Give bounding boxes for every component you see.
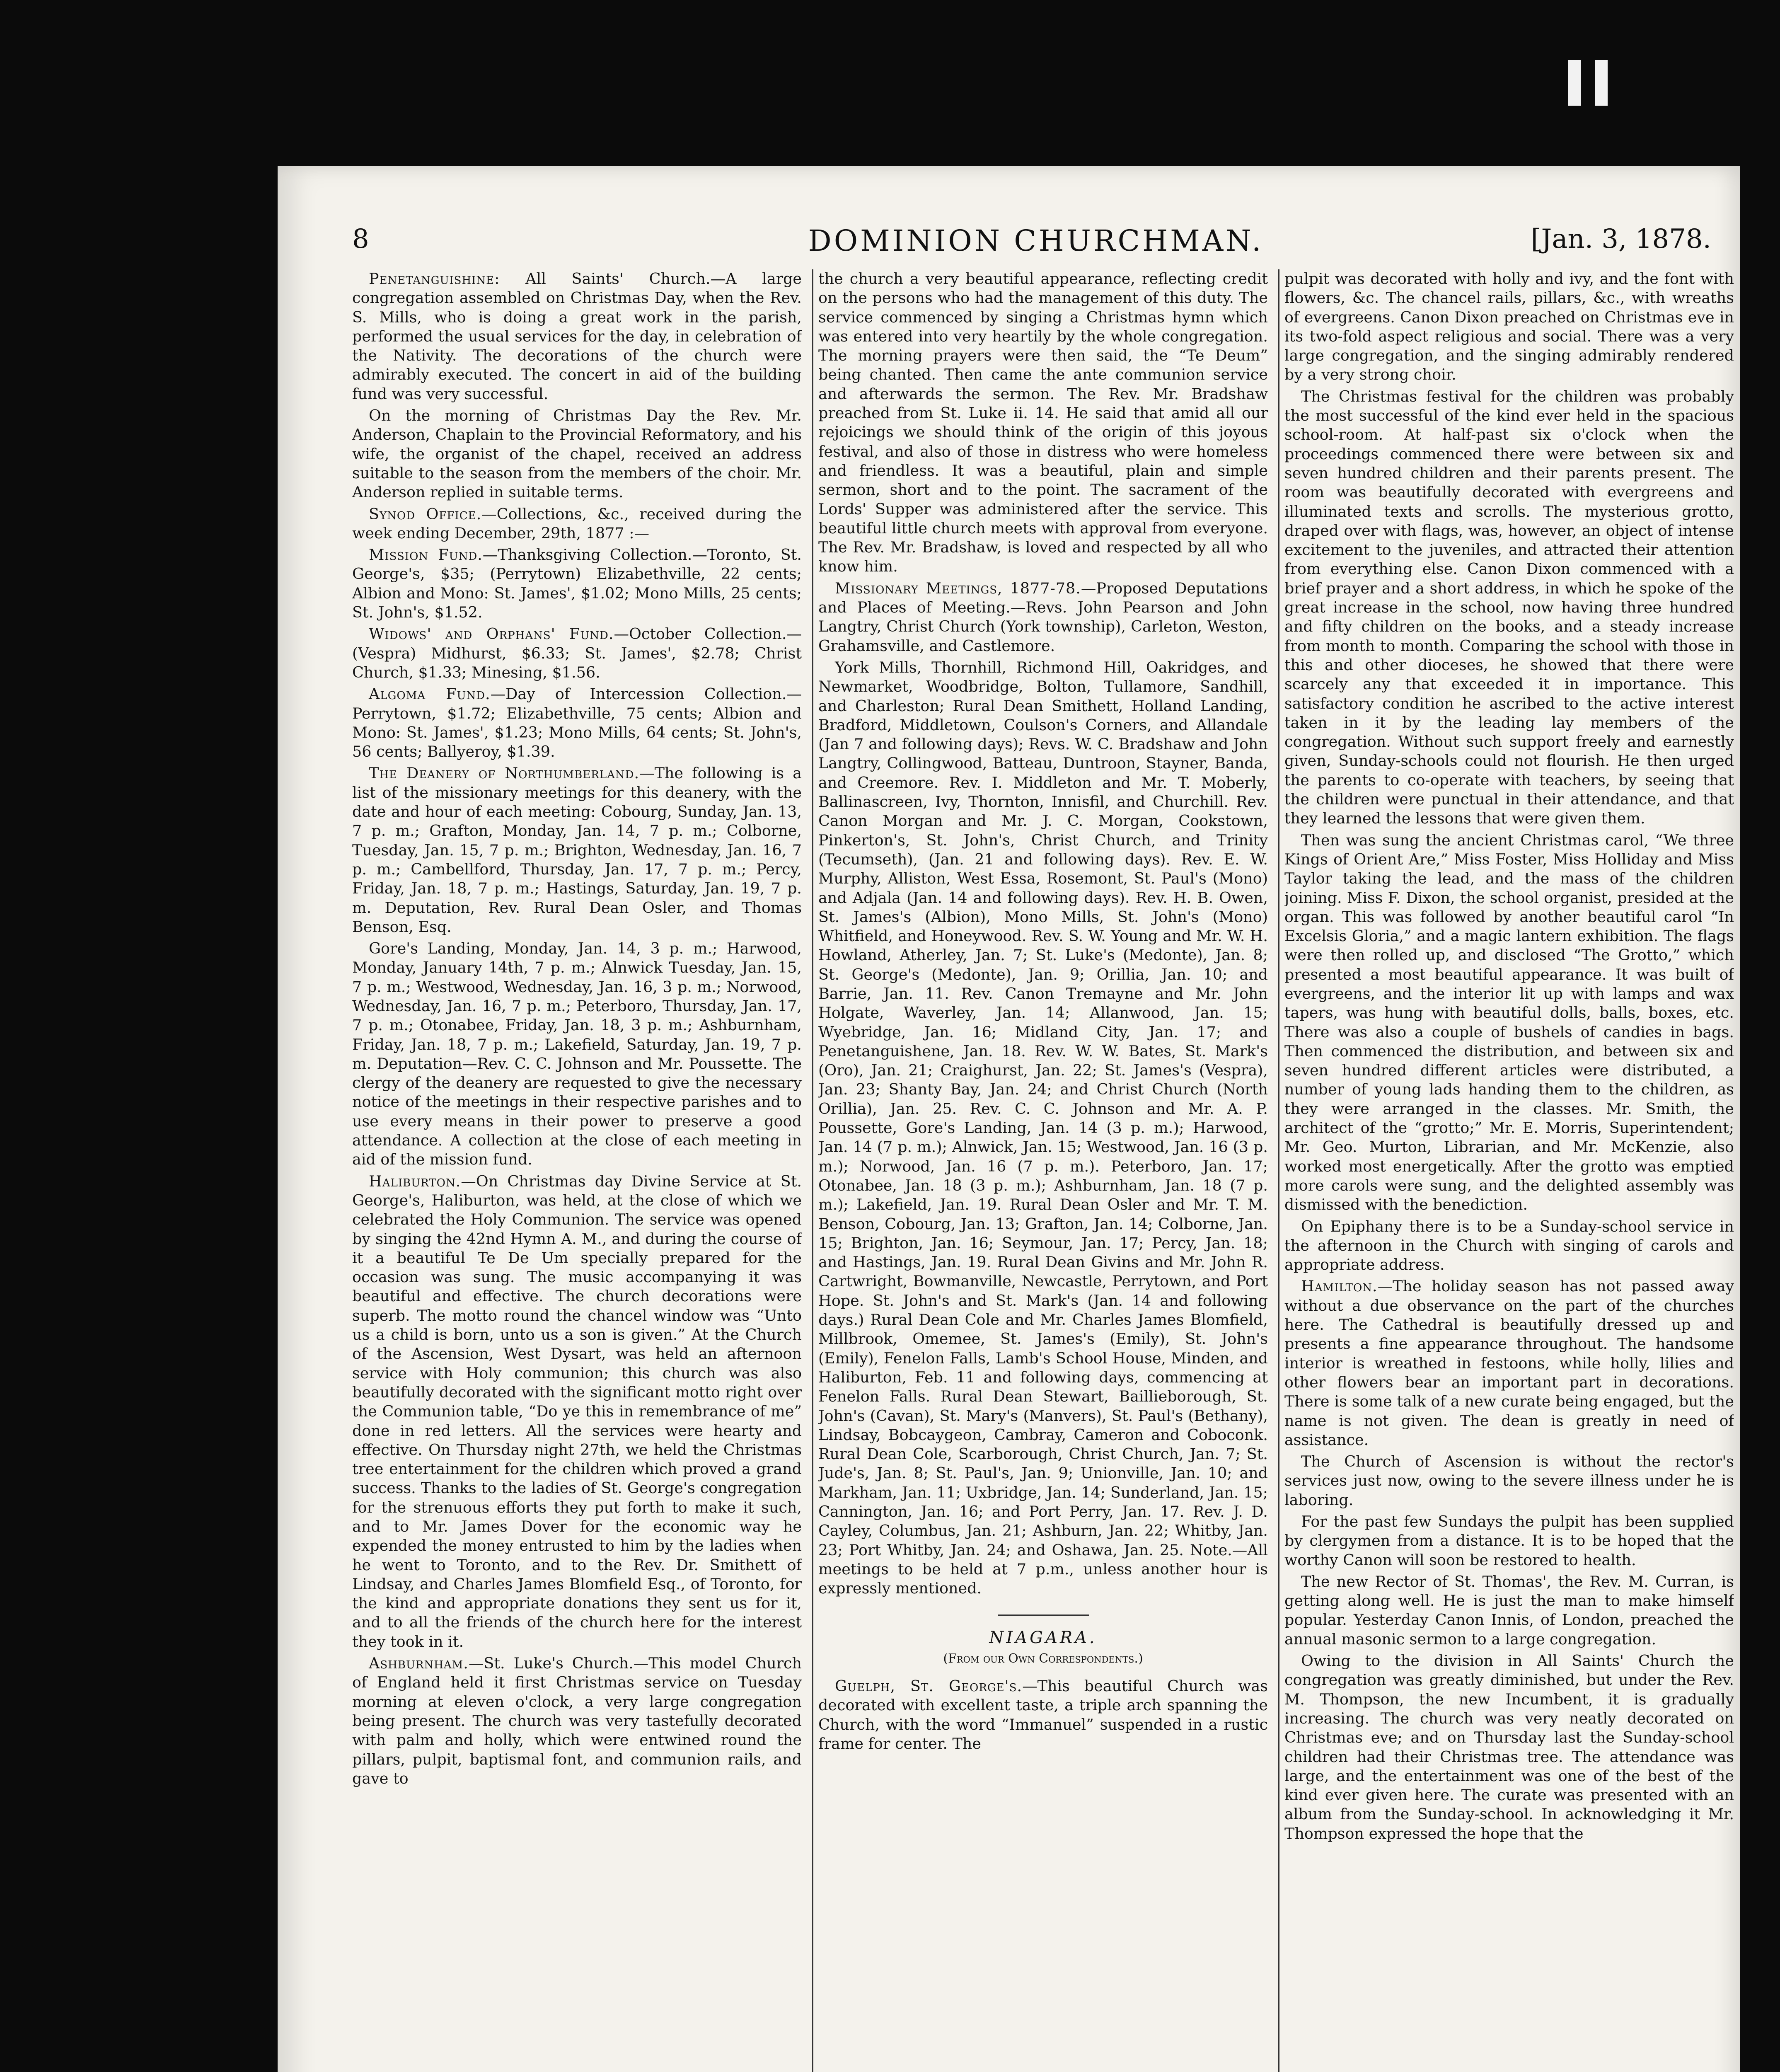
article-heading: Mission Fund. [369, 546, 483, 564]
article-paragraph [1284, 1651, 1734, 1843]
column-1 [352, 269, 802, 2072]
niagara-section-title: NIAGARA. [989, 1628, 1097, 1648]
article-text: —Day of Intercession Collection.—Perrytown, $1.72; Elizabethville, 75 cents; Albion and Mono: St. James', $1.23; Mono Mills, 64 cents; St. John's, 56 cents; Ballyeroy, $1.39. [352, 685, 802, 761]
article-text: On Epiphany there is to be a Sunday-school service in the afternoon in the Church with singing of carols and appropriate address. [1284, 1217, 1734, 1274]
niagara-section-subtitle: (From our Own Correspondents.) [943, 1651, 1143, 1666]
article-text: For the past few Sundays the pulpit has been supplied by clergymen from a distance. It is to be hoped that the worthy Canon will soon be restored to health. [1284, 1513, 1734, 1569]
article-paragraph [352, 939, 802, 1169]
article-paragraph [352, 625, 802, 682]
article-paragraph [352, 685, 802, 761]
article-text: The Christmas festival for the children was probably the most successful of the kind ever held in the spacious school-room. At half-past six o'clock when the proceedings commenced there were between six and seven hundred children and their parents present. The room was beautifully decorated with evergreens and illuminated texts and scrolls. The mysterious grotto, draped over with flags, was, however, an object of intense excitement to the juveniles, and attracted their attention from everything else. Canon Dixon commenced with a brief prayer and a short address, in which he spoke of the great increase in the school, now having three hundred and fifty children on the books, and a steady increase from month to month. Comparing the school with those in this and other dioceses, he showed that there were scarcely any that exceeded it in importance. This satisfactory condition he ascribed to the active interest taken in it by the leading lay members of the congregation. Without such support freely and earnestly given, Sunday-schools could not flourish. He then urged the parents to co-operate with teachers, by seeing that the children were punctual in their attendance, and that they learned the lessons that were given them. [1284, 387, 1734, 828]
article-text: All Saints' Church.—A large congregation assembled on Christmas Day, when the Rev. S. Mills, who is doing a great work in the parish, performed the usual services for the day, in celebration of the Nativity. The decorations of the church were admirably executed. The concert in aid of the building fund was very successful. [352, 270, 802, 403]
article-text: Gore's Landing, Monday, Jan. 14, 3 p. m.; Harwood, Monday, January 14th, 7 p. m.; Alnwick Tuesday, Jan. 15, 7 p. m.; Westwood, Wednesday, Jan. 16, 3 p. m.; Norwood, Wednesday, Jan. 16, 7 p. m.; Peterboro, Thursday, Jan. 17, 7 p. m.; Otonabee, Friday, Jan. 18, 3 p. m.; Ashburnham, Friday, Jan. 18, 7 p. m.; Lakefield, Saturday, Jan. 19, 7 p. m. Deputation—Rev. C. C. Johnson and Mr. Poussette. The clergy of the deanery are requested to give the necessary notice of the meetings in their respective parishes and to use every means in their power to preserve a good attendance. A collection at the close of each meeting in aid of the mission fund. [352, 939, 802, 1169]
article-text: pulpit was decorated with holly and ivy, and the font with flowers, &c. The chancel rails, pillars, &c., with wreaths of evergreens. Canon Dixon preached on Christmas eve in its two-fold aspect religious and social. There was a very large congregation, and the singing admirably rendered by a very strong choir. [1284, 270, 1734, 384]
page-header [352, 215, 1720, 261]
column-3 [1284, 269, 1734, 2072]
article-text: —The following is a list of the missionary meetings for this deanery, with the date and hour of each meeting: Cobourg, Sunday, Jan. 13, 7 p. m.; Grafton, Monday, Jan. 14, 7 p. m.; Colborne, Tuesday, Jan. 15, 7 p. m.; Brighton, Wednesday, Jan. 16, 7 p. m.; Cambellford, Thursday, Jan. 17, 7 p. m.; Percy, Friday, Jan. 18, 7 p. m.; Hastings, Saturday, Jan. 19, 7 p. m. Deputation, Rev. Rural Dean Osler, and Thomas Benson, Esq. [352, 764, 802, 936]
article-text: —On Christmas day Divine Service at St. George's, Haliburton, was held, at the close of which we celebrated the Holy Communion. The service was opened by singing the 42nd Hymn A. M., and during the course of it a beautiful Te De Um specially prepared for the occasion was sung. The music accompanying it was beautiful and effective. The church decorations were superb. The motto round the chancel window was “Unto us a child is born, unto us a son is given.” At the Church of the Ascension, West Dysart, was held an afternoon service with Holy communion; this church was also beautifully decorated with the significant motto right over the Communion table, “Do ye this in remembrance of me” done in red letters. All the services were hearty and effective. On Thursday night 27th, we held the Christmas tree entertainment for the children which proved a grand success. Thanks to the ladies of St. George's congregation for the strenuous efforts they put forth to make it such, and to Mr. James Dover for the economic way he expended the money entrusted to him by the ladies when he went to Toronto, and to the Rev. Dr. Smithett of Lindsay, and Charles James Blomfield Esq., of Toronto, for the kind and appropriate donations they sent us for it, and to all the friends of the church here for the interest they took in it. [352, 1172, 802, 1651]
section-divider [998, 1615, 1089, 1616]
article-heading: Penetanguishine: [369, 270, 500, 288]
article-paragraph [352, 406, 802, 502]
article-paragraph [818, 579, 1268, 656]
page-number: 8 [352, 224, 369, 254]
article-text: —Proposed Deputations and Places of Meeting.—Revs. John Pearson and John Langtry, Christ Church (York township), Carleton, Weston, Grahamsville, and Castlemore. [818, 579, 1268, 655]
article-text: —This beautiful Church was decorated with excellent taste, a triple arch spanning the Church, with the word “Immanuel” suspended in a rustic frame for center. The [818, 1677, 1268, 1752]
article-text: —Thanksgiving Collection.—Toronto, St. George's, $35; (Perrytown) Elizabethville, 22 cents; Albion and Mono: St. James', $1.02; Mono Mills, 25 cents; St. John's, $1.52. [352, 546, 802, 622]
column-2 [818, 269, 1268, 2072]
newspaper-page [278, 166, 1740, 2072]
article-heading: Hamilton. [1301, 1277, 1378, 1295]
article-text: —The holiday season has not passed away without a due observance on the part of the churches here. The Cathedral is beautifully dressed up and presents a fine appearance throughout. The handsome interior is wreathed in festoons, while holly, lilies and other flowers bear an important part in decorations. There is some talk of a new curate being engaged, but the name is not given. The dean is greatly in need of assistance. [1284, 1277, 1734, 1449]
article-heading: The Deanery of Northumberland. [369, 764, 640, 782]
article-text: The Church of Ascension is without the rector's services just now, owing to the severe illness under he is laboring. [1284, 1452, 1734, 1509]
article-paragraph [1284, 1512, 1734, 1570]
article-heading: Haliburton. [369, 1172, 461, 1190]
article-heading: Guelph, St. George's. [835, 1677, 1023, 1695]
column-rule [1278, 269, 1279, 2072]
issue-date: [Jan. 3, 1878. [1531, 224, 1711, 254]
registration-mark-top [1568, 60, 1581, 106]
article-text: The new Rector of St. Thomas', the Rev. M. Curran, is getting along well. He is just the man to make himself popular. Yesterday Canon Innis, of London, preached the annual masonic sermon to a large congregation. [1284, 1572, 1734, 1648]
article-paragraph [1284, 831, 1734, 1215]
publication-title: DOMINION CHURCHMAN. [808, 224, 1264, 258]
article-paragraph [818, 269, 1268, 576]
article-paragraph [352, 505, 802, 543]
column-rule [812, 269, 813, 2072]
article-heading: Algoma Fund. [369, 685, 491, 703]
article-text: Then was sung the ancient Christmas carol, “We three Kings of Orient Are,” Miss Foster, Miss Holliday and Miss Taylor taking the lead, and the mass of the children joining. Miss F. Dixon, the school organist, presided at the organ. This was followed by another beautiful carol “In Excelsis Gloria,” and a magic lantern exhibition. The flags were then rolled up, and disclosed “The Grotto,” which presented a most beautiful appearance. It was built of evergreens, and the interior lit up with lamps and wax tapers, was hung with beautiful dolls, balls, boxes, etc. There was also a couple of bushels of candies in bags. Then commenced the distribution, and between six and seven hundred different articles were distributed, a number of young lads handing them to the children, as they were arranged in the classes. Mr. Smith, the architect of the “grotto;” Mr. E. Morris, Superintendent; Mr. Geo. Murton, Librarian, and Mr. McKenzie, also worked most energetically. After the grotto was emptied more carols were sung, and the delighted assembly was dismissed with the benediction. [1284, 831, 1734, 1214]
article-heading: Missionary Meetings, 1877-78. [835, 579, 1081, 597]
article-paragraph [352, 1654, 802, 1788]
article-heading: Widows' and Orphans' Fund. [369, 625, 614, 643]
article-paragraph [1284, 1217, 1734, 1275]
article-text: —Collections, &c., received during the week ending December, 29th, 1877 :— [352, 505, 802, 542]
article-paragraph [1284, 269, 1734, 385]
article-paragraph [352, 269, 802, 404]
article-paragraph [1284, 1452, 1734, 1510]
article-text: —October Collection.—(Vespra) Midhurst, $6.33; St. James', $2.78; Christ Church, $1.33; Minesing, $1.56. [352, 625, 802, 681]
article-text: the church a very beautiful appearance, reflecting credit on the persons who had the management of this duty. The service commenced by singing a Christmas hymn which was entered into very heartily by the whole congregation. The morning prayers were then said, the “Te Deum” being chanted. Then came the ante communion service and afterwards the sermon. The Rev. Mr. Bradshaw preached from St. Luke ii. 14. He said that amid all our rejoicings we should think of the origin of this joyous festival, and also of those in distress who were homeless and friendless. It was a beautiful, plain and simple sermon, short and to the point. The sacrament of the Lords' Supper was administered after the service. This beautiful little church meets with approval from everyone. The Rev. Mr. Bradshaw, is loved and respected by all who know him. [818, 270, 1268, 576]
article-paragraph [352, 764, 802, 937]
registration-mark-top [1595, 60, 1608, 106]
article-paragraph [818, 658, 1268, 1598]
article-paragraph [1284, 387, 1734, 828]
article-paragraph [352, 1172, 802, 1651]
article-text: Owing to the division in All Saints' Church the congregation was greatly diminished, but under the Rev. M. Thompson, the new Incumbent, it is gradually increasing. The church was very neatly decorated on Christmas eve; and on Thursday last the Sunday-school children had their Christmas tree. The attendance was large, and the entertainment was one of the best of the kind ever given here. The curate was presented with an album from the Sunday-school. In acknowledging it Mr. Thompson expressed the hope that the [1284, 1652, 1734, 1842]
article-heading: Synod Office. [369, 505, 482, 523]
article-paragraph [818, 1677, 1268, 1753]
article-text: On the morning of Christmas Day the Rev. Mr. Anderson, Chaplain to the Provincial Reformatory, and his wife, the organist of the chapel, received an address suitable to the season from the members of the choir. Mr. Anderson replied in suitable terms. [352, 407, 802, 501]
article-paragraph [352, 545, 802, 622]
article-text: —St. Luke's Church.—This model Church of England held it first Christmas service on Tuesday morning at eleven o'clock, a very large congregation being present. The church was very tastefully decorated with palm and holly, which were entwined round the pillars, pulpit, baptismal font, and communion rails, and gave to [352, 1654, 802, 1787]
article-paragraph [1284, 1277, 1734, 1450]
article-heading: Ashburnham. [369, 1654, 469, 1673]
article-text: York Mills, Thornhill, Richmond Hill, Oakridges, and Newmarket, Woodbridge, Bolton, Tullamore, Sandhill, and Charleston; Rural Dean Smithett, Holland Landing, Bradford, Middletown, Coulson's Corners, and Allandale (Jan 7 and following days); Revs. W. C. Bradshaw and John Langtry, Collingwood, Batteau, Duntroon, Stayner, Banda, and Creemore. Rev. I. Middleton and Mr. T. Moberly, Ballinascreen, Ivy, Thornton, Innisfil, and Churchill. Rev. Canon Morgan and Mr. J. C. Morgan, Cookstown, Pinkerton's, St. John's, Christ Church, and Trinity (Tecumseth), (Jan. 21 and following days). Rev. E. W. Murphy, Alliston, West Essa, Rosemont, St. Paul's (Mono) and Adjala (Jan. 14 and following days). Rev. H. B. Owen, St. James's (Albion), Mono Mills, St. John's (Mono) Whitfield, and Honeywood. Rev. S. W. Young and Mr. W. H. Howland, Atherley, Jan. 7; St. Luke's (Medonte), Jan. 8; St. George's (Medonte), Jan. 9; Orillia, Jan. 10; and Barrie, Jan. 11. Rev. Canon Tremayne and Mr. John Holgate, Waverley, Jan. 14; Allanwood, Jan. 15; Wyebridge, Jan. 16; Midland City, Jan. 17; and Penetanguishene, Jan. 18. Rev. W. W. Bates, St. Mark's (Oro), Jan. 21; Craighurst, Jan. 22; St. James's (Vespra), Jan. 23; Shanty Bay, Jan. 24; and Christ Church (North Orillia), Jan. 25. Rev. C. C. Johnson and Mr. A. P. Poussette, Gore's Landing, Jan. 14 (3 p. m.); Harwood, Jan. 14 (7 p. m.); Alnwick, Jan. 15; Westwood, Jan. 16 (3 p. m.); Norwood, Jan. 16 (7 p. m.). Peterboro, Jan. 17; Otonabee, Jan. 18 (3 p. m.); Ashburnham, Jan. 18 (7 p. m.); Lakefield, Jan. 19. Rural Dean Osler and Mr. T. M. Benson, Cobourg, Jan. 13; Grafton, Jan. 14; Colborne, Jan. 15; Brighton, Jan. 16; Seymour, Jan. 17; Percy, Jan. 18; and Hastings, Jan. 19. Rural Dean Givins and Mr. John R. Cartwright, Bowmanville, Newcastle, Perrytown, and Port Hope. St. John's and St. Mark's (Jan. 14 and following days.) Rural Dean Cole and Mr. Charles James Blomfield, Millbrook, Omemee, St. James's (Emily), St. John's (Emily), Fenelon Falls, Lamb's School House, Minden, and Haliburton, Feb. 11 and following days, commencing at Fenelon Falls. Rural Dean Stewart, Baillieborough, St. John's (Cavan), St. Mary's (Manvers), St. Paul's (Bethany), Lindsay, Bobcaygeon, Cambray, Cameron and Coboconk. Rural Dean Cole, Scarborough, Christ Church, Jan. 7; St. Jude's, Jan. 8; St. Paul's, Jan. 9; Unionville, Jan. 10; and Markham, Jan. 11; Uxbridge, Jan. 14; Sunderland, Jan. 15; Cannington, Jan. 16; and Port Perry, Jan. 17. Rev. J. D. Cayley, Columbus, Jan. 21; Ashburn, Jan. 22; Whitby, Jan. 23; Port Whitby, Jan. 24; and Oshawa, Jan. 25. Note.—All meetings to be held at 7 p.m., unless another hour is expressly mentioned. [818, 658, 1268, 1598]
article-paragraph [1284, 1572, 1734, 1649]
